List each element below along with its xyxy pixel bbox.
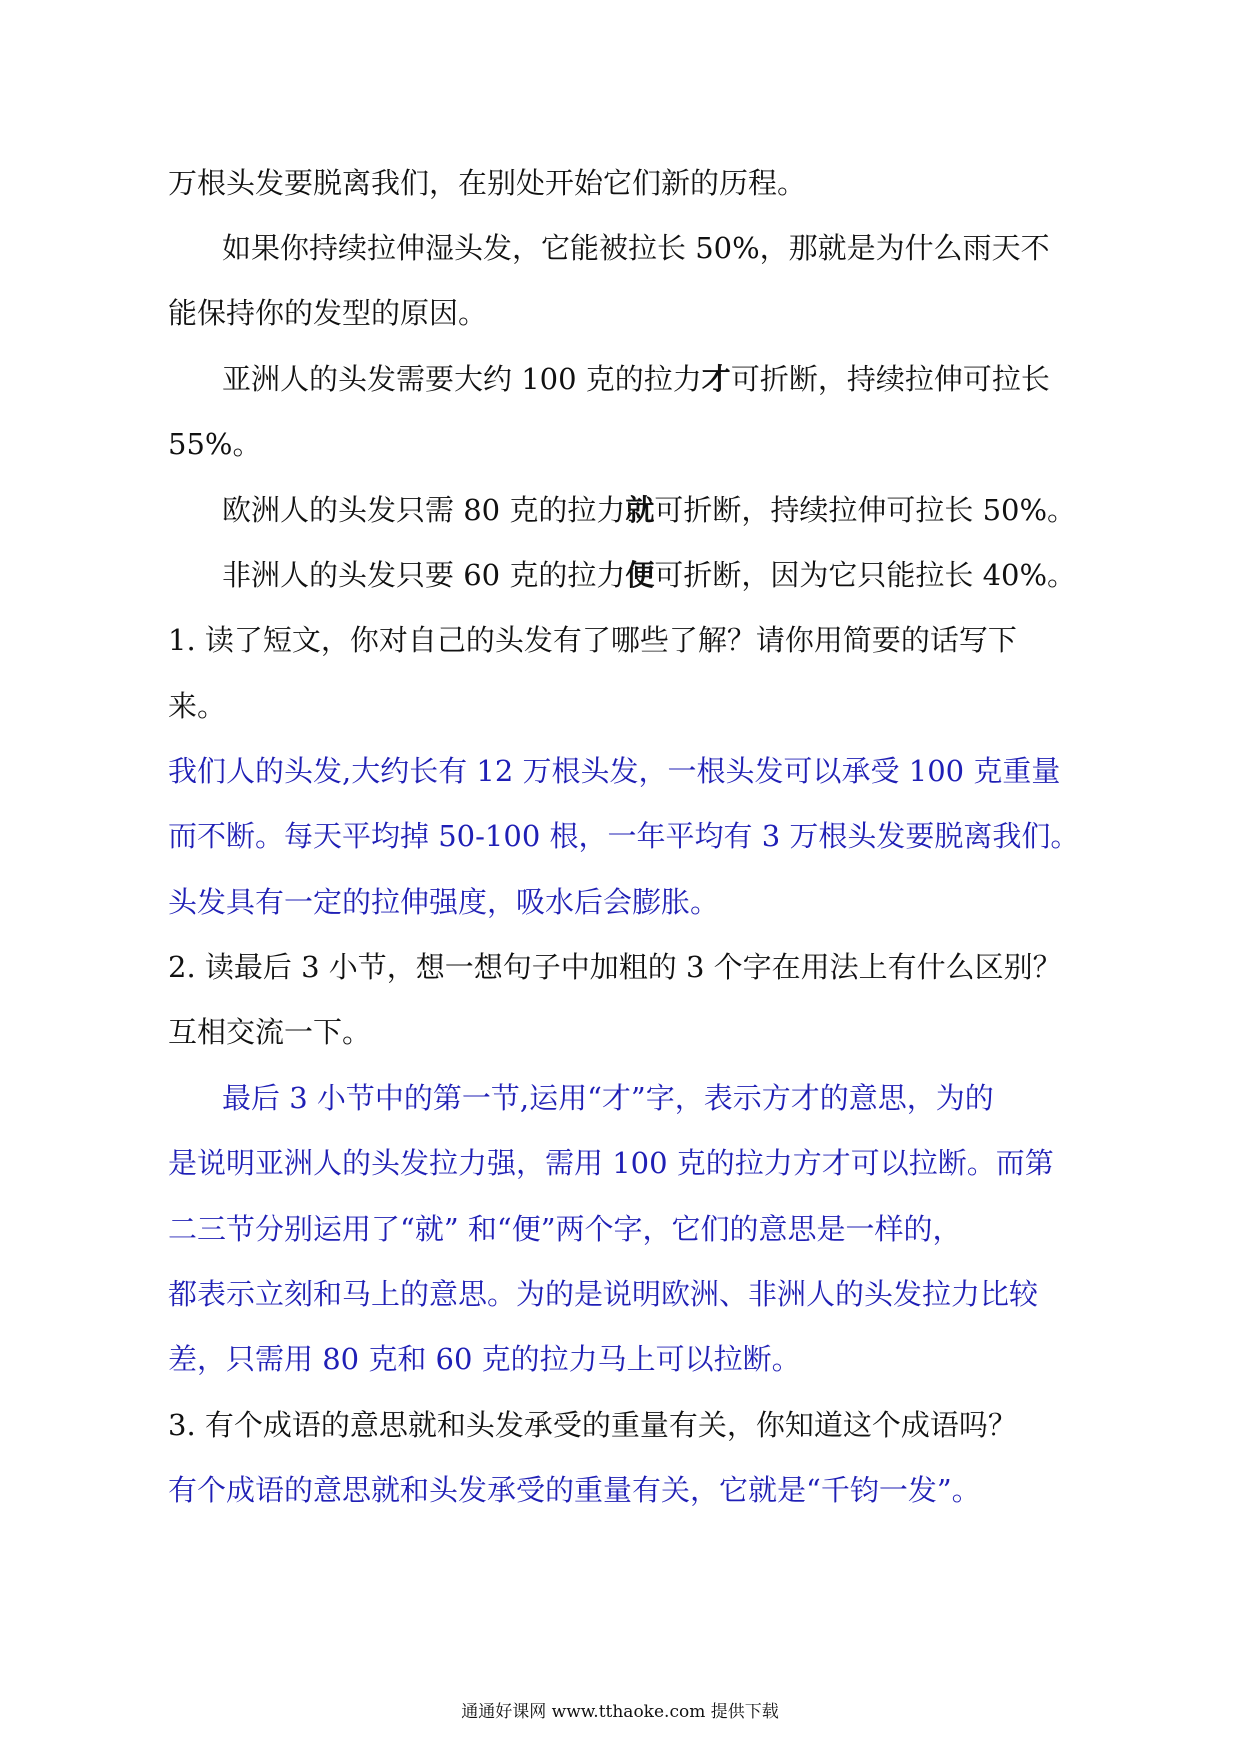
answer-line: 差，只需用 80 克和 60 克的拉力马上可以拉断。	[168, 1342, 801, 1376]
bold-word: 才	[701, 362, 731, 396]
question-line: 2. 读最后 3 小节，想一想句子中加粗的 3 个字在用法上有什么区别？	[168, 950, 1062, 984]
text-segment: 可折断，持续拉伸可拉长 50%。	[654, 493, 1077, 527]
text-segment: 可折断，持续拉伸可拉长	[730, 362, 1050, 396]
question-line: 来。	[168, 689, 227, 723]
answer-line: 最后 3 小节中的第一节,运用“才”字，表示方才的意思，为的	[222, 1081, 994, 1115]
answer-line: 我们人的头发,大约长有 12 万根头发，一根头发可以承受 100 克重量	[168, 754, 1061, 788]
text-line: 55%。	[168, 427, 262, 461]
answer-line: 二三节分别运用了“就” 和“便”两个字，它们的意思是一样的，	[168, 1212, 962, 1246]
question-line: 1. 读了短文，你对自己的头发有了哪些了解？请你用简要的话写下	[168, 623, 1017, 657]
answer-line: 都表示立刻和马上的意思。为的是说明欧洲、非洲人的头发拉力比较	[168, 1277, 1039, 1311]
text-segment: 可折断，因为它只能拉长 40%。	[654, 558, 1077, 592]
text-line	[222, 555, 1076, 595]
answer-line: 有个成语的意思就和头发承受的重量有关，它就是“千钧一发”。	[168, 1473, 981, 1507]
answer-line: 是说明亚洲人的头发拉力强，需用 100 克的拉力方才可以拉断。而第	[168, 1146, 1054, 1180]
question-line: 3. 有个成语的意思就和头发承受的重量有关，你知道这个成语吗？	[168, 1408, 1017, 1442]
text-line: 能保持你的发型的原因。	[168, 296, 488, 330]
text-segment: 亚洲人的头发需要大约 100 克的拉力	[222, 362, 702, 396]
answer-line: 而不断。每天平均掉 50-100 根，一年平均有 3 万根头发要脱离我们。	[168, 819, 1080, 853]
text-line: 如果你持续拉伸湿头发，它能被拉长 50%，那就是为什么雨天不	[222, 231, 1050, 265]
text-segment: 非洲人的头发只要 60 克的拉力	[222, 558, 626, 592]
question-line: 互相交流一下。	[168, 1015, 372, 1049]
page-footer: 通通好课网 www.tthaoke.com 提供下载	[461, 1702, 779, 1722]
bold-word: 就	[625, 493, 655, 527]
text-line: 万根头发要脱离我们，在别处开始它们新的历程。	[168, 166, 807, 200]
text-line	[222, 359, 1050, 399]
text-segment: 欧洲人的头发只需 80 克的拉力	[222, 493, 626, 527]
answer-line: 头发具有一定的拉伸强度，吸水后会膨胀。	[168, 885, 720, 919]
bold-word: 便	[625, 558, 655, 592]
text-line	[222, 490, 1076, 530]
